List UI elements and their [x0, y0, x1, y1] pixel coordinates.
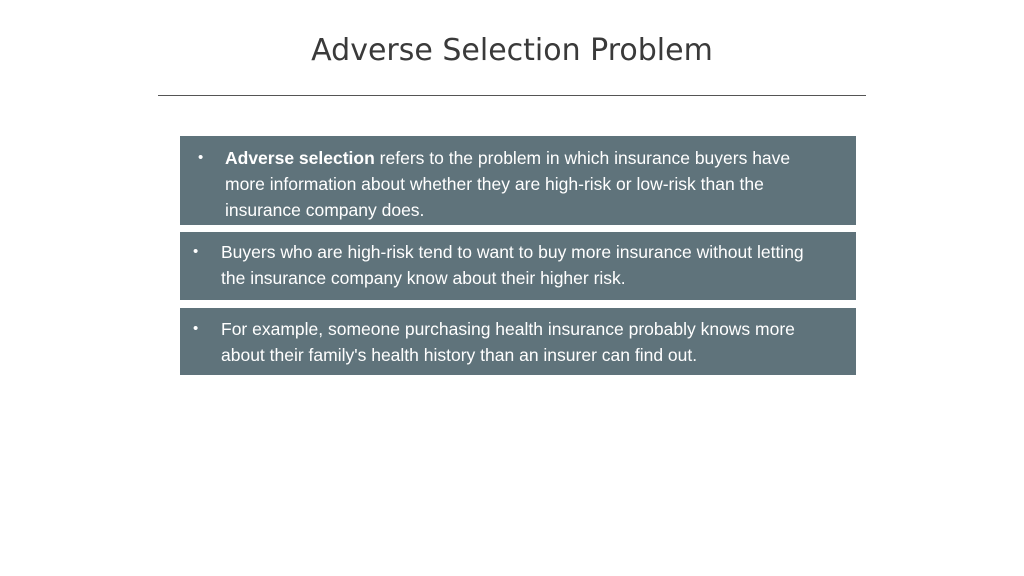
- bullet-box-example: [180, 308, 856, 375]
- bullet-box-high-risk-buyers: [180, 232, 856, 300]
- slide-title: Adverse Selection Problem: [311, 33, 713, 68]
- title-divider: [158, 95, 866, 96]
- bullet-text: Buyers who are high-risk tend to want to buy more insurance without letting the insurance company know about their higher risk.: [221, 242, 804, 288]
- bullet-term: Adverse selection: [225, 148, 375, 168]
- bullet-icon: •: [198, 149, 204, 166]
- bullet-icon: •: [193, 320, 199, 337]
- bullet-box-adverse-selection: [180, 136, 856, 225]
- bullet-text: For example, someone purchasing health insurance probably knows more about their family's health history than an insurer can find out.: [221, 319, 795, 365]
- bullet-text: refers to the problem in which insurance buyers have more information about whether they are high-risk or low-risk than the insurance company does.: [225, 148, 791, 220]
- bullet-icon: •: [193, 243, 199, 260]
